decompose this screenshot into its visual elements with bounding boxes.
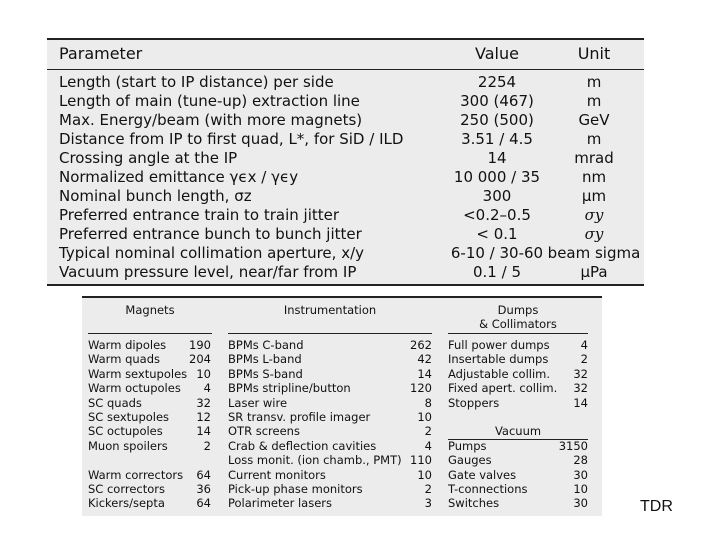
table-row <box>82 453 602 467</box>
unit-cell: m <box>586 73 602 91</box>
magnet-name: Warm quads <box>88 352 160 367</box>
instrument-qty: 42 <box>417 352 432 367</box>
table-row <box>47 149 644 168</box>
unit-cell: σy <box>584 225 604 243</box>
value-cell: 3.51 / 4.5 <box>461 130 533 148</box>
value-cell: < 0.1 <box>476 225 518 243</box>
instrument-qty: 262 <box>410 338 432 352</box>
param-cell: Preferred entrance train to train jitter <box>59 206 340 224</box>
dump-name: Stoppers <box>448 395 500 410</box>
unit-cell: mrad <box>574 149 614 167</box>
table-row <box>47 168 644 187</box>
magnet-name: SC octupoles <box>88 424 163 439</box>
table-top-rule <box>82 296 602 298</box>
instrumentation-rule <box>228 333 432 334</box>
dump-name: Insertable dumps <box>448 352 549 367</box>
value-cell: 10 000 / 35 <box>453 168 541 186</box>
vacuum-qty: 28 <box>573 453 588 468</box>
instrument-qty: 14 <box>417 366 432 381</box>
dump-qty: 4 <box>580 338 588 352</box>
magnet-qty: 14 <box>196 424 211 439</box>
magnet-qty: 36 <box>196 482 211 496</box>
table-row <box>82 482 602 496</box>
table-row <box>47 244 644 263</box>
table-row <box>82 367 602 381</box>
instrument-name: Crab & deflection cavities <box>228 438 377 453</box>
dump-qty: 32 <box>573 381 588 396</box>
magnet-qty: 64 <box>196 467 211 482</box>
table-row <box>47 206 644 225</box>
value-cell: 0.1 / 5 <box>473 263 521 281</box>
dump-qty: 2 <box>580 352 588 367</box>
param-cell: Length of main (tune-up) extraction line <box>59 92 360 110</box>
magnet-name: SC quads <box>88 395 142 410</box>
instrument-name: Loss monit. (ion chamb., PMT) <box>228 453 402 468</box>
footer-label: TDR <box>640 498 673 515</box>
value-cell: <0.2–0.5 <box>463 206 531 224</box>
table-row <box>47 187 644 206</box>
table-row <box>47 92 644 111</box>
magnet-qty: 64 <box>196 496 211 511</box>
param-cell: Max. Energy/beam (with more magnets) <box>59 111 363 129</box>
table-row <box>82 381 602 395</box>
param-cell: Nominal bunch length, σz <box>59 187 252 205</box>
magnet-qty: 2 <box>203 438 211 453</box>
unit-cell: µm <box>581 187 607 205</box>
table-row <box>47 111 644 130</box>
table-row <box>47 225 644 244</box>
instrument-qty: 120 <box>410 381 432 396</box>
vacuum-name: Pumps <box>448 438 487 453</box>
instrument-name: OTR screens <box>228 424 300 439</box>
table-row <box>82 338 602 352</box>
table-row <box>82 439 602 453</box>
magnet-qty: 204 <box>189 352 211 367</box>
table-row <box>47 130 644 149</box>
header-magnets: Magnets <box>125 303 175 317</box>
table-row <box>82 424 602 438</box>
table-top-rule <box>47 38 644 40</box>
magnet-name: Kickers/septa <box>88 496 165 511</box>
unit-cell: beam sigma <box>547 244 641 262</box>
dump-qty: 14 <box>573 395 588 410</box>
magnet-qty: 10 <box>196 366 211 381</box>
header-instrumentation: Instrumentation <box>283 303 377 317</box>
dump-name: Full power dumps <box>448 338 550 352</box>
instrument-qty: 10 <box>417 467 432 482</box>
vacuum-name: T-connections <box>448 482 528 496</box>
magnet-name: Warm dipoles <box>88 338 167 352</box>
vacuum-qty: 30 <box>573 496 588 511</box>
param-cell: Crossing angle at the IP <box>59 149 238 167</box>
magnet-qty: 4 <box>203 381 211 396</box>
header-value: Value <box>475 44 519 63</box>
table-row <box>82 468 602 482</box>
instrument-qty: 4 <box>424 438 432 453</box>
table-row <box>47 263 644 282</box>
vacuum-qty: 30 <box>573 467 588 482</box>
param-cell: Distance from IP to first quad, L*, for SiD / ILD <box>59 130 404 148</box>
value-cell: 14 <box>487 149 507 167</box>
instrument-name: Polarimeter lasers <box>228 496 332 511</box>
dump-qty: 32 <box>573 366 588 381</box>
value-cell: 2254 <box>477 73 517 91</box>
vacuum-qty: 3150 <box>558 438 588 453</box>
magnet-name: Muon spoilers <box>88 438 168 453</box>
vacuum-name: Switches <box>448 496 500 511</box>
magnets-rule <box>88 333 212 334</box>
value-cell: 250 (500) <box>460 111 534 129</box>
table-row <box>82 396 602 410</box>
instrument-name: BPMs S-band <box>228 366 303 381</box>
header-parameter: Parameter <box>59 44 143 63</box>
table-row <box>82 410 602 424</box>
param-cell: Typical nominal collimation aperture, x/y <box>59 244 365 262</box>
table-row <box>82 352 602 366</box>
value-cell: 300 (467) <box>460 92 534 110</box>
instrument-qty: 3 <box>424 496 432 511</box>
dump-name: Adjustable collim. <box>448 366 551 381</box>
table-row <box>47 73 644 92</box>
header-dumps: Dumps <box>497 303 539 317</box>
param-cell: Length (start to IP distance) per side <box>59 73 334 91</box>
header-unit: Unit <box>577 44 611 63</box>
component-count-table <box>82 296 602 516</box>
vacuum-name: Gauges <box>448 453 492 468</box>
instrument-qty: 2 <box>424 482 432 496</box>
instrument-name: BPMs L-band <box>228 352 302 367</box>
magnet-name: Warm correctors <box>88 467 184 482</box>
param-cell: Vacuum pressure level, near/far from IP <box>59 263 357 281</box>
table-bottom-rule <box>47 284 644 286</box>
instrument-name: Pick-up phase monitors <box>228 482 363 496</box>
header-rule <box>47 69 644 70</box>
magnet-name: SC sextupoles <box>88 410 170 424</box>
dumps-rule <box>448 333 588 334</box>
parameter-table <box>47 38 644 286</box>
instrument-qty: 110 <box>410 453 432 468</box>
unit-cell: µPa <box>580 263 608 281</box>
unit-cell: σy <box>584 206 604 224</box>
value-cell: 300 <box>482 187 512 205</box>
magnet-qty: 32 <box>196 395 211 410</box>
unit-cell: nm <box>581 168 607 186</box>
unit-cell: GeV <box>578 111 610 129</box>
vacuum-name: Gate valves <box>448 467 517 482</box>
param-cell: Normalized emittance γϵx / γϵy <box>59 168 299 186</box>
magnet-name: Warm octupoles <box>88 381 181 396</box>
value-cell: 6-10 / 30-60 <box>450 244 544 262</box>
instrument-name: Laser wire <box>228 395 288 410</box>
unit-cell: m <box>586 92 602 110</box>
instrument-qty: 10 <box>417 410 432 424</box>
vacuum-subheader: Vacuum <box>494 424 542 439</box>
header-collimators: & Collimators <box>479 317 557 331</box>
unit-cell: m <box>586 130 602 148</box>
instrument-name: SR transv. profile imager <box>228 410 371 424</box>
instrument-name: BPMs C-band <box>228 338 304 352</box>
table-row <box>82 496 602 510</box>
instrument-qty: 2 <box>424 424 432 439</box>
magnet-qty: 12 <box>196 410 211 424</box>
dump-name: Fixed apert. collim. <box>448 381 558 396</box>
magnet-name: SC correctors <box>88 482 166 496</box>
instrument-qty: 8 <box>424 395 432 410</box>
param-cell: Preferred entrance bunch to bunch jitter <box>59 225 362 243</box>
instrument-name: Current monitors <box>228 467 326 482</box>
magnet-qty: 190 <box>189 338 211 352</box>
vacuum-qty: 10 <box>573 482 588 496</box>
instrument-name: BPMs stripline/button <box>228 381 351 396</box>
magnet-name: Warm sextupoles <box>88 366 188 381</box>
